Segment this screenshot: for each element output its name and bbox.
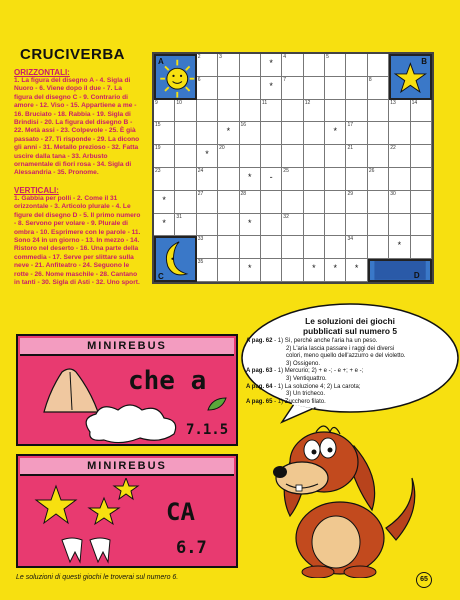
grid-cell	[368, 122, 389, 145]
dark-sky-icon	[370, 261, 430, 280]
grid-cell	[218, 236, 239, 259]
grid-cell	[389, 100, 410, 123]
grid-cell	[240, 54, 261, 77]
cell-number: 30	[390, 190, 396, 197]
crossword-grid	[152, 52, 434, 284]
leaf-icon	[206, 396, 228, 412]
cell-number: 10	[176, 99, 182, 106]
grid-cell	[389, 145, 410, 168]
grid-cell	[325, 54, 346, 77]
star-picture-b	[389, 54, 432, 100]
black-square-marker: -	[269, 171, 273, 182]
grid-cell	[325, 191, 346, 214]
grid-cell	[282, 191, 303, 214]
cell-number: 3	[219, 54, 222, 60]
grid-cell	[346, 191, 367, 214]
grid-cell	[368, 168, 389, 191]
solution-text: - 1) La soluzione 4; 2) La carota;	[274, 383, 361, 390]
cell-number: 20	[219, 145, 225, 152]
cell-number: 22	[390, 145, 396, 152]
solution-text: - 1) Mercurio; 2) + e -; - e +; + e -;	[274, 368, 364, 375]
cell-number: 26	[368, 167, 375, 174]
grid-cell	[261, 77, 282, 100]
grid-cell	[282, 145, 303, 168]
minirebus-solution-code: 6.7	[176, 538, 207, 558]
grid-cell	[240, 145, 261, 168]
grid-cell	[368, 145, 389, 168]
black-square-marker: *	[162, 217, 166, 228]
dog-character-illustration	[236, 418, 426, 578]
cell-number: 29	[347, 190, 354, 197]
black-square-marker: *	[205, 149, 209, 160]
grid-cell	[240, 236, 261, 259]
solution-line	[246, 399, 446, 406]
solution-text: - 1) Zucchero filato.	[274, 398, 326, 405]
grid-cell	[304, 54, 325, 77]
black-square-marker: *	[269, 80, 273, 91]
grid-cell	[261, 54, 282, 77]
grid-cell	[346, 145, 367, 168]
grid-cell	[261, 168, 282, 191]
cell-number: 9	[155, 99, 158, 106]
cell-number: 14	[411, 99, 418, 106]
cell-number: 8	[368, 76, 372, 83]
black-square-marker: *	[312, 263, 316, 274]
grid-cell	[325, 77, 346, 100]
grid-cell	[218, 168, 239, 191]
grid-cell	[282, 214, 303, 237]
cell-number: 32	[283, 213, 289, 220]
grid-cell	[197, 259, 218, 282]
cell-number: 7	[283, 76, 287, 83]
grid-cell	[346, 168, 367, 191]
grid-cell	[154, 191, 175, 214]
picture-d	[368, 259, 432, 282]
grid-cell	[282, 168, 303, 191]
grid-cell	[304, 100, 325, 123]
grid-cell	[197, 236, 218, 259]
cell-number: 24	[197, 167, 204, 174]
cell-number: 5	[326, 54, 329, 60]
grid-cell	[218, 100, 239, 123]
grid-cell	[282, 122, 303, 145]
cell-number: 11	[261, 99, 268, 106]
grid-cell	[389, 236, 410, 259]
cell-number: 21	[347, 145, 354, 152]
black-square-marker: *	[247, 217, 252, 228]
grid-cell	[175, 122, 196, 145]
black-square-marker: *	[397, 240, 402, 251]
grid-cell	[368, 191, 389, 214]
black-square-marker: *	[269, 58, 273, 68]
solution-line	[246, 368, 446, 375]
grid-cell	[240, 214, 261, 237]
grid-cell	[240, 259, 261, 282]
black-square-marker: *	[162, 194, 166, 205]
grid-cell	[175, 100, 196, 123]
cell-number: 34	[347, 236, 354, 243]
cell-number: 25	[283, 167, 289, 174]
teeth-icon	[58, 536, 118, 566]
grid-cell	[282, 236, 303, 259]
grid-cell	[389, 122, 410, 145]
black-square-marker: *	[247, 263, 252, 274]
solutions-title-line2: pubblicati sul numero 5	[303, 326, 397, 336]
footer-note: Le soluzioni di questi giochi le troverai sul numero 6.	[16, 574, 179, 581]
solution-line	[246, 346, 446, 353]
cell-number: 15	[155, 122, 161, 129]
grid-cell	[218, 191, 239, 214]
picture-letter: B	[421, 57, 427, 66]
minirebus-letters: che a	[128, 366, 207, 396]
grid-cell	[304, 145, 325, 168]
picture-letter: D	[413, 271, 420, 281]
grid-cell	[197, 168, 218, 191]
grid-cell	[346, 77, 367, 100]
grid-cell	[197, 122, 218, 145]
solution-line	[246, 384, 446, 391]
grid-cell	[175, 168, 196, 191]
cell-number: 4	[283, 54, 287, 60]
grid-cell	[411, 100, 432, 123]
grid-cell	[411, 214, 432, 237]
cloud-puff-icon	[80, 402, 190, 444]
minirebus-panel-1	[16, 334, 238, 446]
solution-line	[246, 353, 446, 360]
grid-cell	[175, 191, 196, 214]
grid-cell	[304, 168, 325, 191]
grid-cell	[325, 214, 346, 237]
grid-cell	[346, 236, 367, 259]
grid-cell	[411, 145, 432, 168]
horizontal-clues-heading: ORIZZONTALI:	[14, 68, 70, 77]
solutions-title-line1: Le soluzioni dei giochi	[305, 316, 395, 326]
grid-cell	[261, 236, 282, 259]
solution-text: 3) Un tricheco.	[286, 391, 326, 398]
cell-number: 13	[390, 99, 396, 106]
grid-cell	[346, 259, 367, 282]
grid-cell	[240, 77, 261, 100]
grid-cell	[389, 214, 410, 237]
solutions-title	[262, 316, 438, 336]
grid-cell	[325, 236, 346, 259]
sun-picture-a	[154, 54, 197, 100]
grid-cell	[240, 191, 261, 214]
black-square-marker: *	[333, 263, 338, 274]
horizontal-clues-text: 1. La figura del disegno A - 4. Sigla di Nuoro - 6. Viene dopo il due - 7. La figura del disegno C - 9. Contrario di amore - 12. Viso - 15. Appartiene a me - 16. Bruciato - 18. Rabbia - 19. Sigla di Brindisi - 20. La figura del disegno B - 22. Metà assi - 23. Colpevole - 25. È già passato - 27. Ti risponde - 29. La dicono gli anni - 31. Metallo prezioso - 32. Fatta uscire dalla tana - 33. Arbusto ornamentale di fiori rosa - 34. Sigla di Alessandria - 35. Pronome.	[14, 77, 140, 177]
grid-cell	[218, 259, 239, 282]
grid-cell	[346, 214, 367, 237]
grid-cell	[325, 145, 346, 168]
grid-cell	[197, 214, 218, 237]
grid-cell	[154, 122, 175, 145]
solution-text: 2) L'aria lascia passare i raggi dei diversi	[286, 345, 395, 352]
grid-cell	[154, 145, 175, 168]
grid-cell	[325, 168, 346, 191]
grid-cell	[282, 259, 303, 282]
grid-cell	[304, 259, 325, 282]
cell-number: 28	[240, 190, 247, 197]
minirebus-heading: MINIREBUS	[87, 340, 167, 352]
grid-cell	[411, 122, 432, 145]
black-square-marker: *	[333, 126, 338, 137]
grid-cell	[282, 100, 303, 123]
grid-cell	[240, 122, 261, 145]
solution-text: 3) Ventiquattro.	[286, 376, 327, 382]
grid-cell	[154, 214, 175, 237]
grid-cell	[175, 145, 196, 168]
grid-cell	[261, 122, 282, 145]
cell-number: 33	[197, 236, 204, 243]
solution-line	[246, 361, 446, 368]
cell-number: 23	[155, 167, 161, 174]
cell-number: 16	[240, 122, 247, 129]
vertical-clues-text: 1. Gabbia per polli - 2. Come il 31 orizzontale - 3. Articolo plurale - 4. Le figure del disegno D - 5. Il primo numero - 8. Servono per volare - 9. Plurale di ombra - 10. Esprimere con le parole - 11. Sono 24 in un giorno - 13. In mezzo - 14. Ristoro nel deserto - 16. Una parte della commedia - 17. Serve per slittare sulla neve - 21. Anfiteatro - 24. Seguono le rotte - 26. Nome maschile - 28. Cantano in tanti - 30. Sigla di Asti - 32. Uno sport.	[14, 195, 141, 287]
grid-cell	[218, 122, 239, 145]
cell-number: 2	[197, 54, 201, 60]
vertical-clues-heading: VERTICALI:	[14, 186, 59, 195]
solution-page-ref: A pag. 64	[246, 383, 273, 390]
solution-text: - 1) Sì, perché anche l'aria ha un peso.	[274, 338, 378, 344]
grid-cell	[240, 100, 261, 123]
grid-cell	[218, 145, 239, 168]
solution-text: 3) Ossigeno.	[286, 360, 321, 367]
grid-cell	[368, 54, 389, 77]
black-square-marker: *	[247, 171, 252, 182]
cell-number: 31	[176, 213, 182, 220]
grid-cell	[261, 100, 282, 123]
grid-cell	[154, 100, 175, 123]
grid-cell	[346, 54, 367, 77]
black-square-marker: *	[354, 263, 359, 274]
grid-cell	[218, 54, 239, 77]
picture-letter: C	[158, 272, 164, 282]
grid-cell	[346, 122, 367, 145]
grid-cell	[304, 191, 325, 214]
grid-cell	[282, 77, 303, 100]
grid-cell	[389, 168, 410, 191]
solution-line	[246, 376, 446, 383]
grid-cell	[218, 77, 239, 100]
grid-cell	[240, 168, 261, 191]
solution-line	[246, 391, 446, 398]
grid-cell	[197, 191, 218, 214]
grid-cell	[368, 236, 389, 259]
grid-cell	[154, 168, 175, 191]
crossword-title: CRUCIVERBA	[20, 46, 126, 63]
solution-page-ref: A pag. 62	[246, 338, 273, 344]
grid-cell	[261, 145, 282, 168]
minirebus-heading: MINIREBUS	[87, 460, 167, 472]
cell-number: 19	[155, 145, 161, 152]
solution-page-ref: A pag. 65	[246, 398, 273, 405]
cell-number: 17	[347, 122, 354, 129]
grid-cell	[325, 259, 346, 282]
grid-cell	[389, 191, 410, 214]
grid-cell	[304, 77, 325, 100]
grid-cell	[368, 214, 389, 237]
grid-cell	[411, 168, 432, 191]
cell-number: 27	[197, 190, 204, 197]
minirebus-panel-2	[16, 454, 238, 568]
cell-number: 12	[304, 99, 311, 106]
picture-letter: A	[158, 57, 164, 66]
grid-cell	[197, 77, 218, 100]
grid-cell	[197, 145, 218, 168]
grid-cell	[325, 100, 346, 123]
minirebus-letters: CA	[166, 498, 195, 526]
grid-cell	[197, 100, 218, 123]
stars-icon	[26, 478, 146, 538]
black-square-marker: *	[226, 126, 231, 137]
solution-page-ref: A pag. 63	[246, 368, 273, 375]
grid-cell	[304, 236, 325, 259]
page-number: 65	[416, 572, 432, 588]
grid-cell	[411, 236, 432, 259]
grid-cell	[218, 214, 239, 237]
grid-cell	[304, 214, 325, 237]
cell-number: 6	[197, 76, 201, 83]
solution-line	[246, 338, 446, 345]
grid-cell	[325, 122, 346, 145]
grid-cell	[261, 191, 282, 214]
grid-cell	[261, 259, 282, 282]
grid-cell	[261, 214, 282, 237]
grid-cell	[368, 100, 389, 123]
cell-number: 35	[197, 259, 204, 266]
grid-cell	[411, 191, 432, 214]
grid-cell	[304, 122, 325, 145]
solution-text: colori, meno quello dell'azzurro e del violetto.	[286, 353, 406, 360]
grid-cell	[282, 54, 303, 77]
grid-cell	[368, 77, 389, 100]
grid-cell	[197, 54, 218, 77]
moon-picture-c	[154, 236, 197, 282]
grid-cell	[175, 214, 196, 237]
minirebus-solution-code: 7.1.5	[186, 422, 229, 438]
grid-cell	[346, 100, 367, 123]
